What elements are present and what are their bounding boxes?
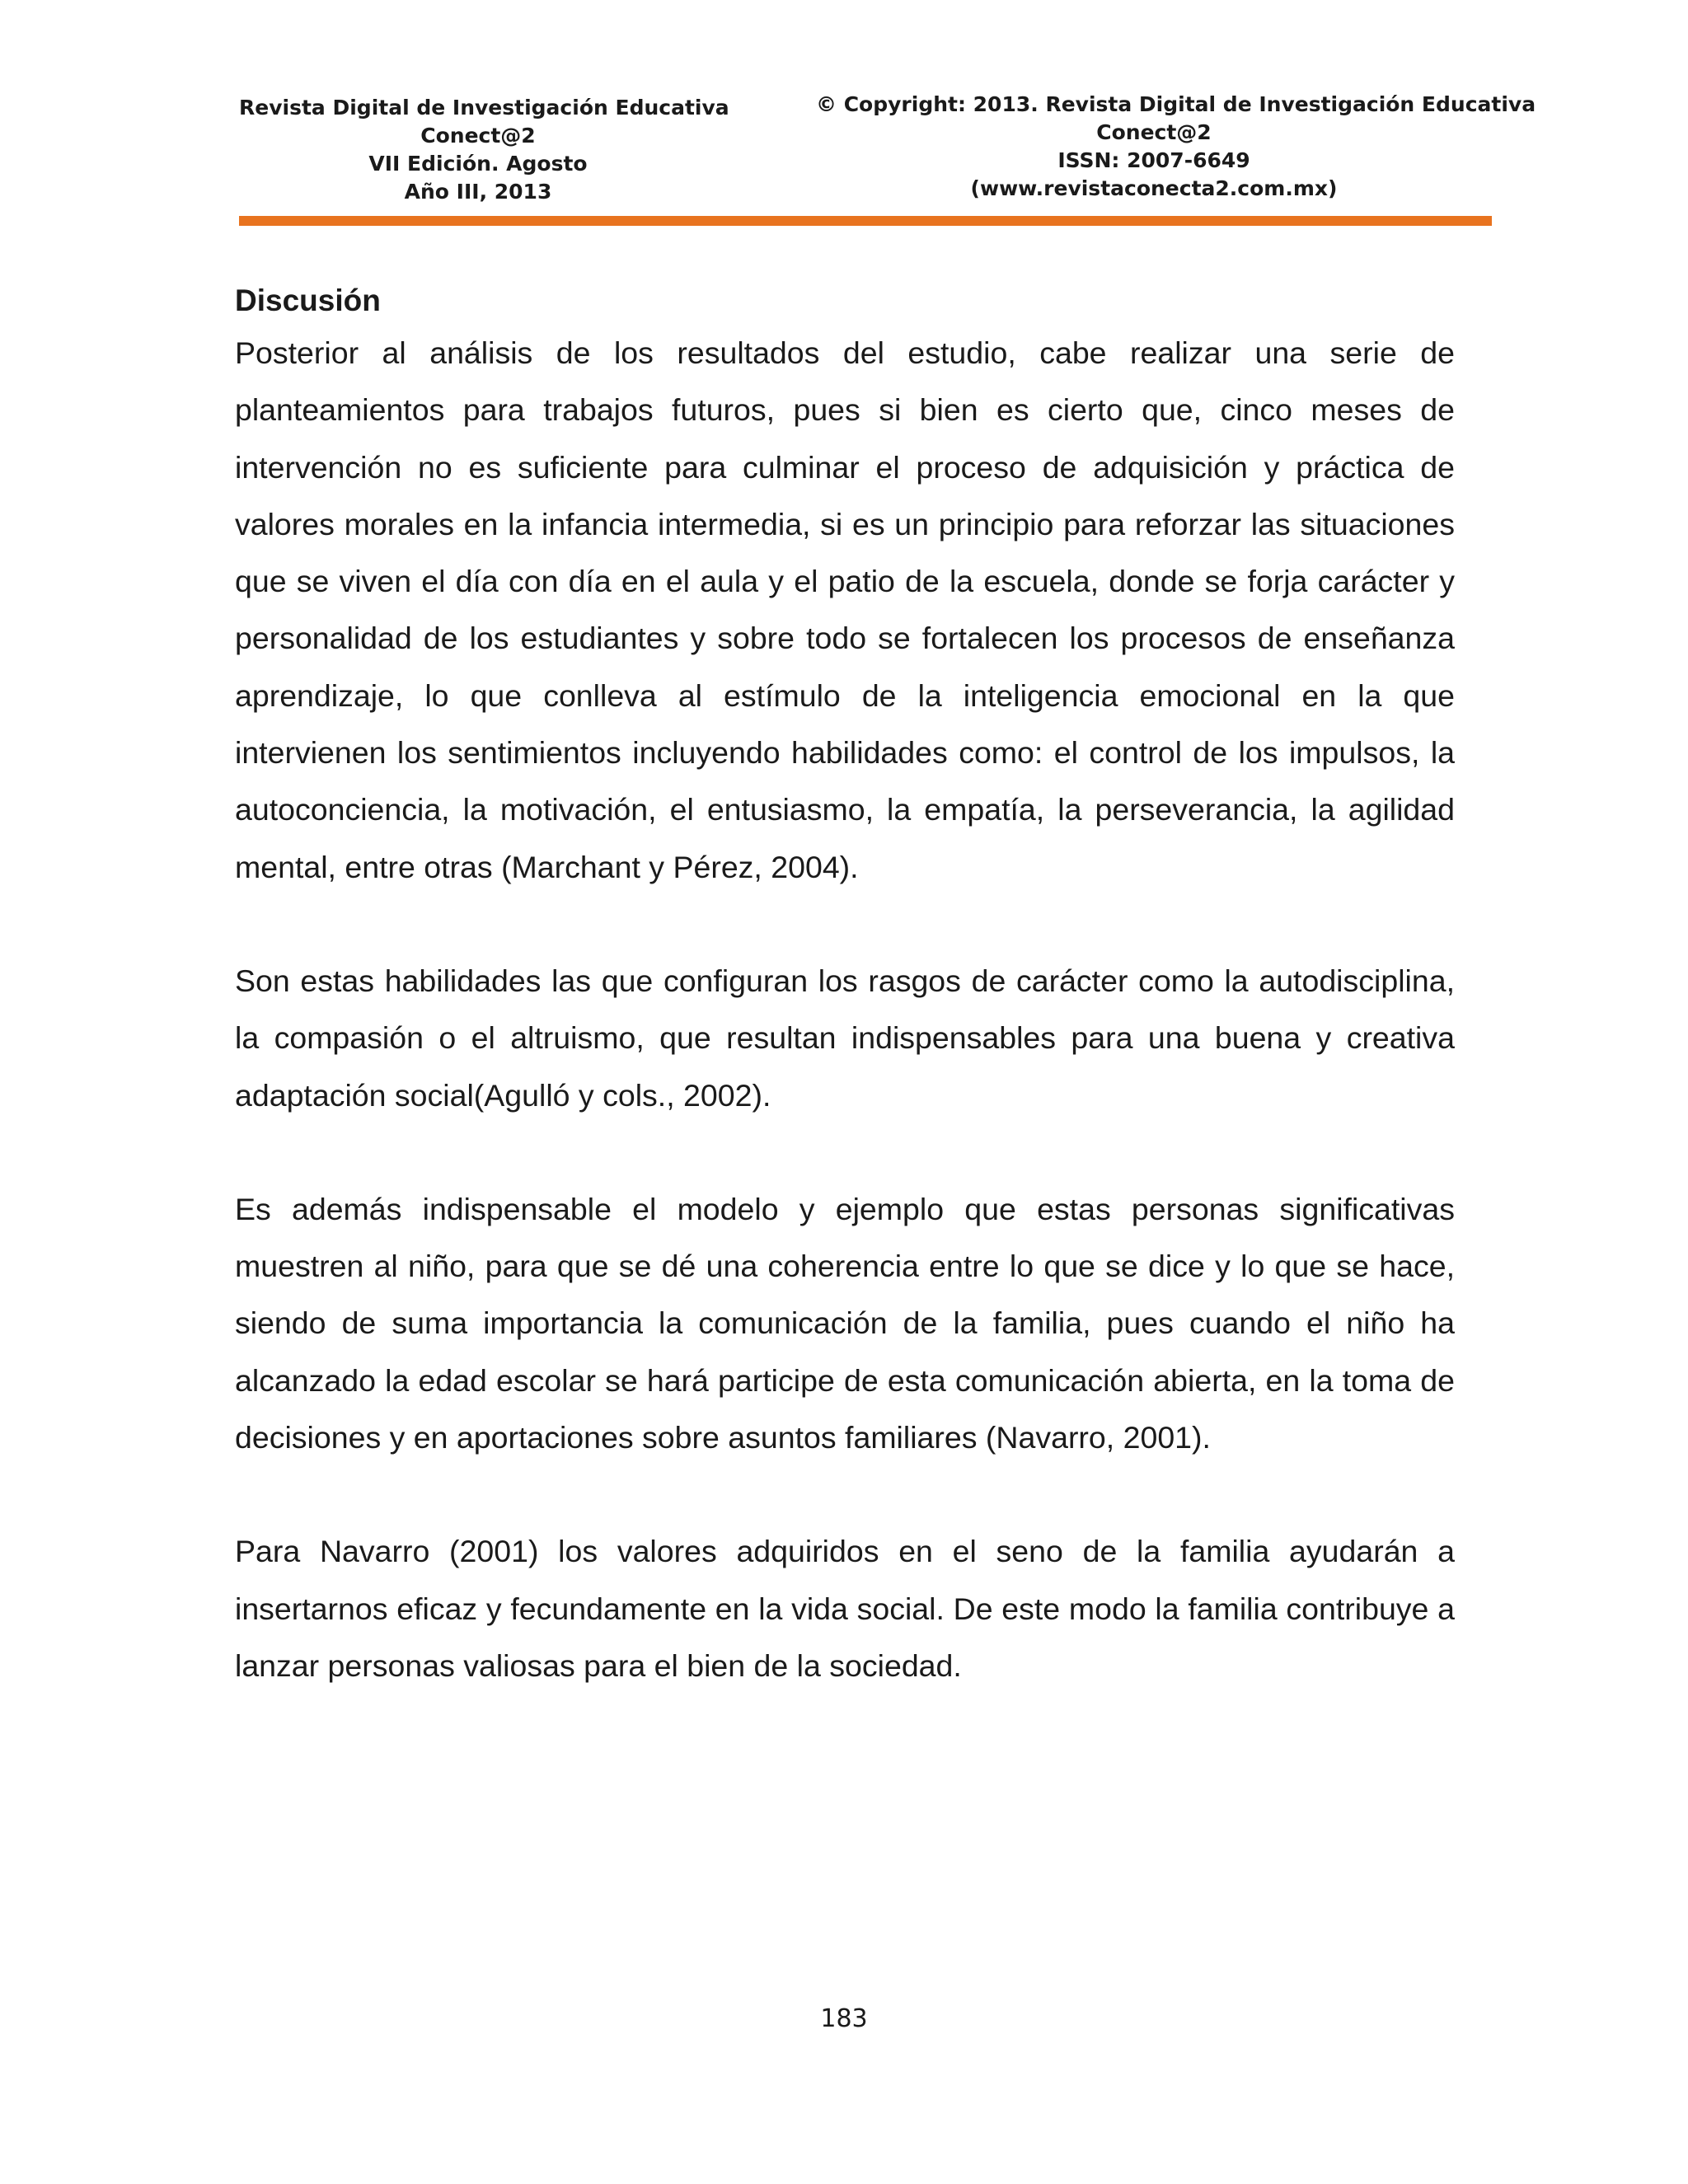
issn-line: ISSN: 2007-6649 <box>1057 148 1250 172</box>
journal-year: Año III, 2013 <box>404 180 552 204</box>
paragraph-2: Son estas habilidades las que configuran los rasgos de carácter como la autodisciplina, la compasión o el altruismo, que resultan indispensables para una buena y creativa adaptación social(Agulló y cols., 2002). <box>235 963 1455 1113</box>
paragraph-4: Para Navarro (2001) los valores adquiridos en el seno de la familia ayudarán a insertarnos eficaz y fecundamente en la vida social. De este modo la familia contribuye a lanzar personas valiosas para el bien de la sociedad. <box>235 1534 1455 1683</box>
journal-header-right <box>816 91 1536 203</box>
journal-header-left <box>239 94 729 206</box>
paragraph-3: Es además indispensable el modelo y ejemplo que estas personas significativas muestren al niño, para que se dé una coherencia entre lo que se dice y lo que se hace, siendo de suma importancia la comunicación de la familia, pues cuando el niño ha alcanzado la edad escolar se hará participe de esta comunicación abierta, en la toma de decisiones y en aportaciones sobre asuntos familiares (Navarro, 2001). <box>235 1191 1455 1455</box>
paragraph-1: Posterior al análisis de los resultados del estudio, cabe realizar una serie de planteamientos para trabajos futuros, pues si bien es cierto que, cinco meses de intervención no es suficiente para culminar el proceso de adquisición y práctica de valores morales en la infancia intermedia, si es un principio para reforzar las situaciones que se viven el día con día en el aula y el patio de la escuela, donde se forja carácter y personalidad de los estudiantes y sobre todo se fortalecen los procesos de enseñanza aprendizaje, lo que conlleva al estímulo de la inteligencia emocional en la que intervienen los sentimientos incluyendo habilidades como: el control de los impulsos, la autoconciencia, la motivación, el entusiasmo, la empatía, la perseverancia, la agilidad mental, entre otras (Marchant y Pérez, 2004). <box>235 335 1455 884</box>
section-heading: Discusión <box>235 284 381 317</box>
page-number: 183 <box>820 2004 868 2033</box>
journal-name: Revista Digital de Investigación Educativa <box>239 96 729 120</box>
article-body <box>235 280 1455 1751</box>
website-line: (www.revistaconecta2.com.mx) <box>970 176 1338 200</box>
journal-edition: VII Edición. Agosto <box>368 152 588 176</box>
journal-short-name: Conect@2 <box>420 124 536 148</box>
copyright-short-name: Conect@2 <box>1096 120 1212 144</box>
header-divider <box>239 216 1492 226</box>
copyright-line: © Copyright: 2013. Revista Digital de Investigación Educativa <box>816 92 1536 116</box>
